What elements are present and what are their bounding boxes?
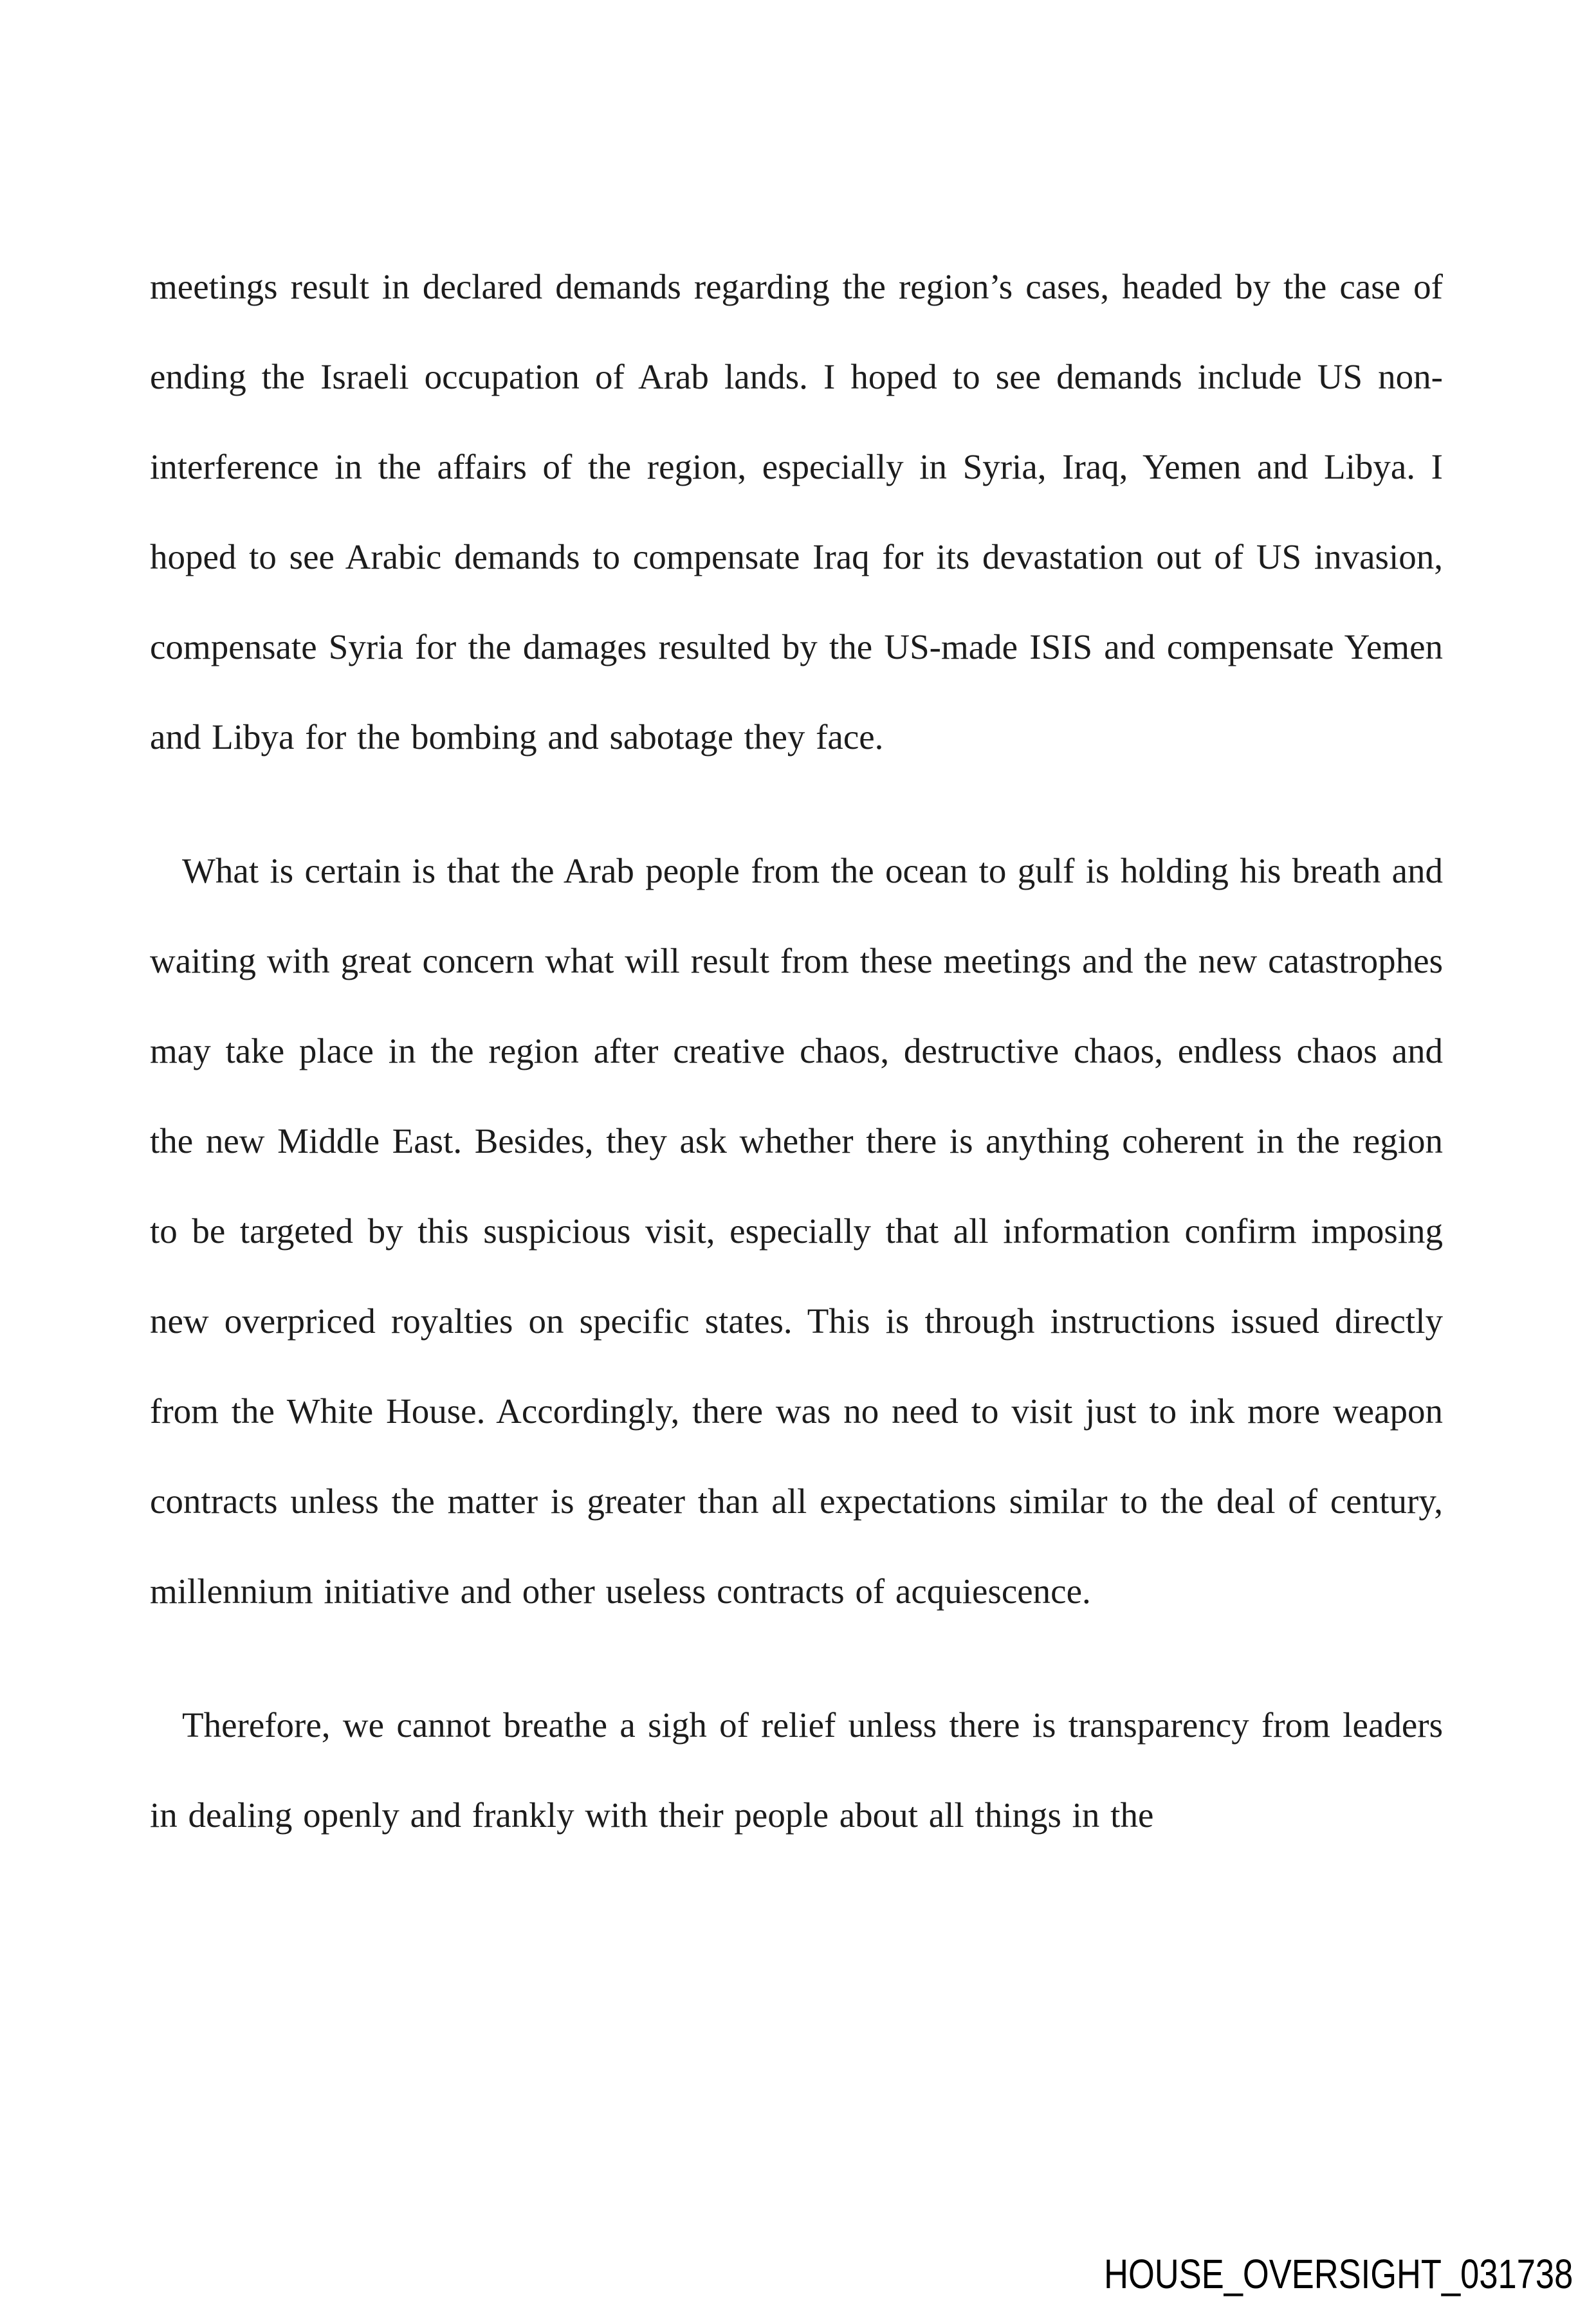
body-paragraph-1: meetings result in declared demands regarding the region’s cases, headed by the case of ending the Israeli occupation of Arab lands. I hoped to see demands include US non-interference in the affairs of the region, especially in Syria, Iraq, Yemen and Libya. I hoped to see Arabic demands to compensate Iraq for its devastation out of US invasion, compensate Syria for the damages resulted by the US-made ISIS and compensate Yemen and Libya for the bombing and sabotage they face. bbox=[150, 267, 1443, 756]
body-paragraph-3: Therefore, we cannot breathe a sigh of relief unless there is transparency from leaders in dealing openly and frankly with their people about all things in the bbox=[150, 1705, 1443, 1835]
body-paragraph-2: What is certain is that the Arab people from the ocean to gulf is holding his breath and waiting with great concern what will result from these meetings and the new catastrophes may take place in the region after creative chaos, destructive chaos, endless chaos and the new Middle East. Besides, they ask whether there is anything coherent in the region to be targeted by this suspicious visit, especially that all information confirm imposing new overpriced royalties on specific states. This is through instructions issued directly from the White House. Accordingly, there was no need to visit just to ink more weapon contracts unless the matter is greater than all expectations similar to the deal of century, millennium initiative and other useless contracts of acquiescence. bbox=[150, 851, 1443, 1611]
bates-stamp: HOUSE_OVERSIGHT_031738 bbox=[1103, 2251, 1573, 2297]
document-body bbox=[150, 242, 1443, 1904]
